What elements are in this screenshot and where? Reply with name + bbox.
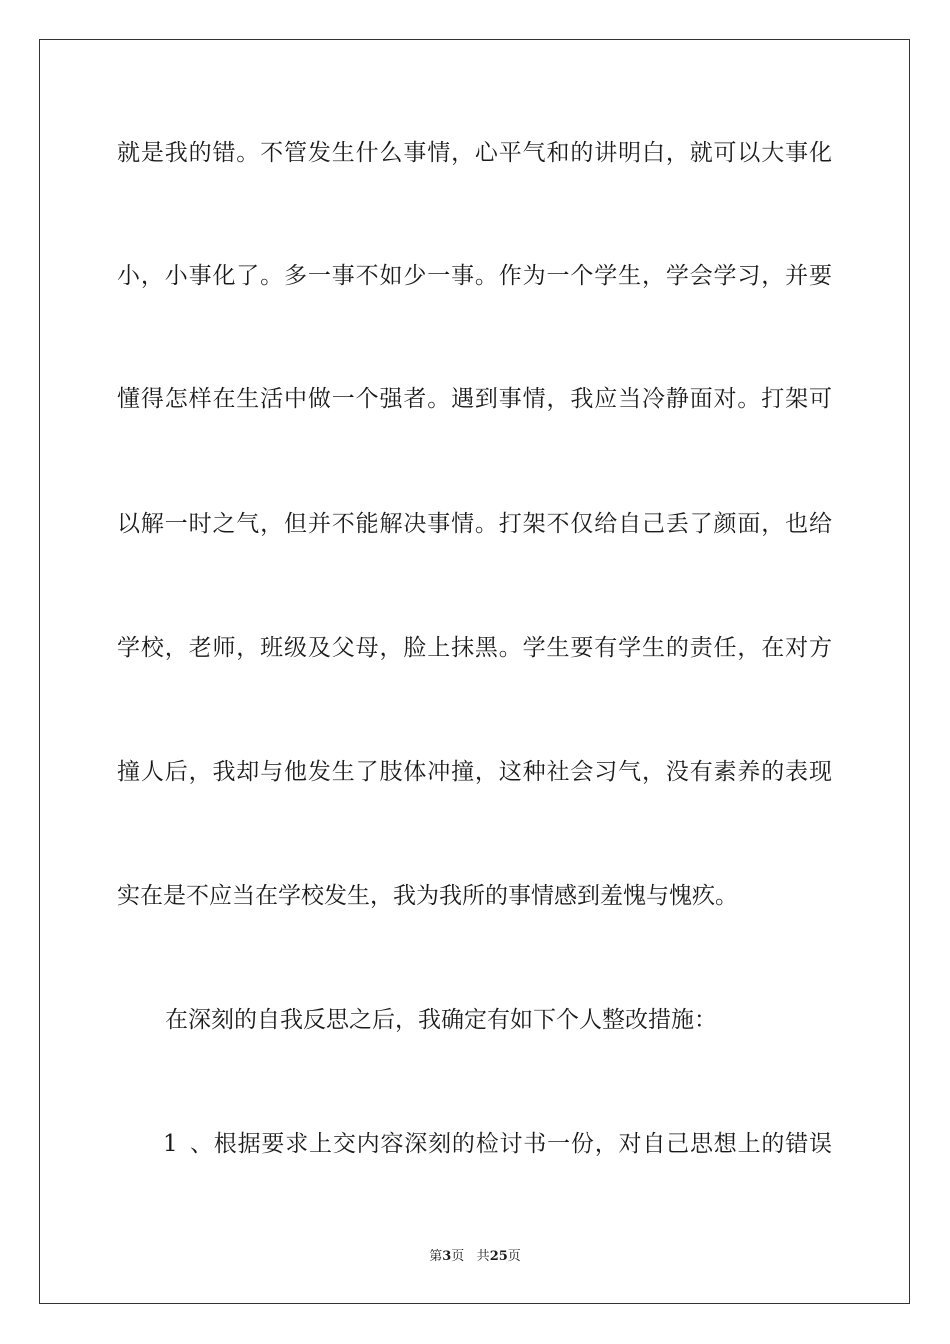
body-line-1: 就是我的错。不管发生什么事情，心平气和的讲明白，就可以大事化 xyxy=(117,140,832,166)
body-line-5: 学校，老师，班级及父母，脸上抹黑。学生要有学生的责任，在对方 xyxy=(117,635,832,661)
footer-page-suffix: 页 xyxy=(451,1249,465,1264)
body-line-6: 撞人后，我却与他发生了肢体冲撞，这种社会习气，没有素养的表现 xyxy=(117,759,832,785)
list-item-1 xyxy=(163,1129,832,1159)
footer-total-suffix: 页 xyxy=(507,1249,521,1264)
footer-page-number: 3 xyxy=(442,1249,452,1264)
page-footer xyxy=(0,1248,950,1266)
footer-total-pages: 25 xyxy=(489,1249,508,1264)
footer-prefix: 第 xyxy=(429,1249,443,1264)
body-line-4: 以解一时之气，但并不能解决事情。打架不仅给自己丢了颜面，也给 xyxy=(117,511,832,537)
body-line-7: 实在是不应当在学校发生，我为我所的事情感到羞愧与愧疚。 xyxy=(117,883,738,909)
list-item-number: 1、 xyxy=(163,1131,213,1157)
body-line-3: 懂得怎样在生活中做一个强者。遇到事情，我应当冷静面对。打架可 xyxy=(117,386,832,412)
body-line-2: 小，小事化了。多一事不如少一事。作为一个学生，学会学习，并要 xyxy=(117,263,832,289)
list-item-text: 根据要求上交内容深刻的检讨书一份，对自己思想上的错误 xyxy=(213,1131,832,1157)
paragraph-measures-intro: 在深刻的自我反思之后，我确定有如下个人整改措施： xyxy=(165,1007,717,1033)
page-frame xyxy=(39,39,910,1304)
footer-total-prefix: 共 xyxy=(476,1249,490,1264)
